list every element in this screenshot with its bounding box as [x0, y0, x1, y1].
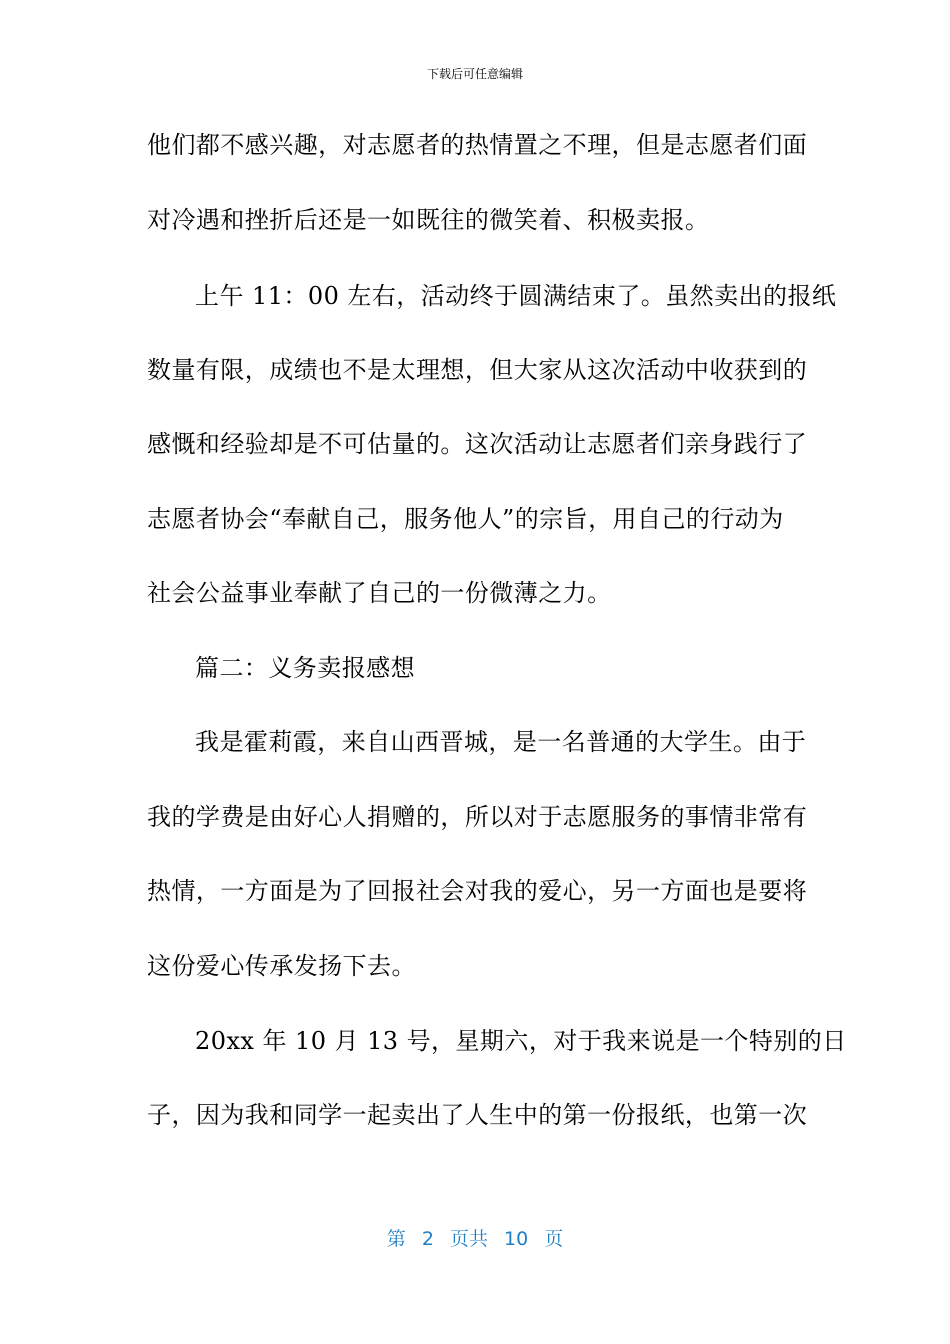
paragraph-start-line: 上午 11：00 左右，活动终于圆满结束了。虽然卖出的报纸 [195, 282, 837, 310]
text-line: 感慨和经验却是不可估量的。这次活动让志愿者们亲身践行了 [147, 430, 808, 458]
page-number-footer: 第 2 页共 10 页 [386, 1228, 564, 1250]
text-line: 他们都不感兴趣，对志愿者的热情置之不理，但是志愿者们面 [147, 131, 808, 159]
text-line: 热情，一方面是为了回报社会对我的爱心，另一方面也是要将 [147, 877, 808, 905]
text-line: 对冷遇和挫折后还是一如既往的微笑着、积极卖报。 [147, 206, 710, 234]
text-line: 社会公益事业奉献了自己的一份微薄之力。 [147, 579, 612, 607]
text-line: 这份爱心传承发扬下去。 [147, 952, 416, 980]
section-heading: 篇二：义务卖报感想 [195, 654, 416, 682]
text-line: 我的学费是由好心人捐赠的，所以对于志愿服务的事情非常有 [147, 803, 808, 831]
text-line: 志愿者协会“奉献自己，服务他人”的宗旨，用自己的行动为 [147, 505, 784, 533]
page-header: 下载后可任意编辑 [426, 67, 523, 81]
paragraph-start-line: 20xx 年 10 月 13 号，星期六，对于我来说是一个特别的日 [195, 1027, 847, 1055]
text-line: 数量有限，成绩也不是太理想，但大家从这次活动中收获到的 [147, 356, 808, 384]
paragraph-start-line: 我是霍莉霞，来自山西晋城，是一名普通的大学生。由于 [195, 728, 807, 756]
text-line: 子，因为我和同学一起卖出了人生中的第一份报纸，也第一次 [147, 1101, 808, 1129]
